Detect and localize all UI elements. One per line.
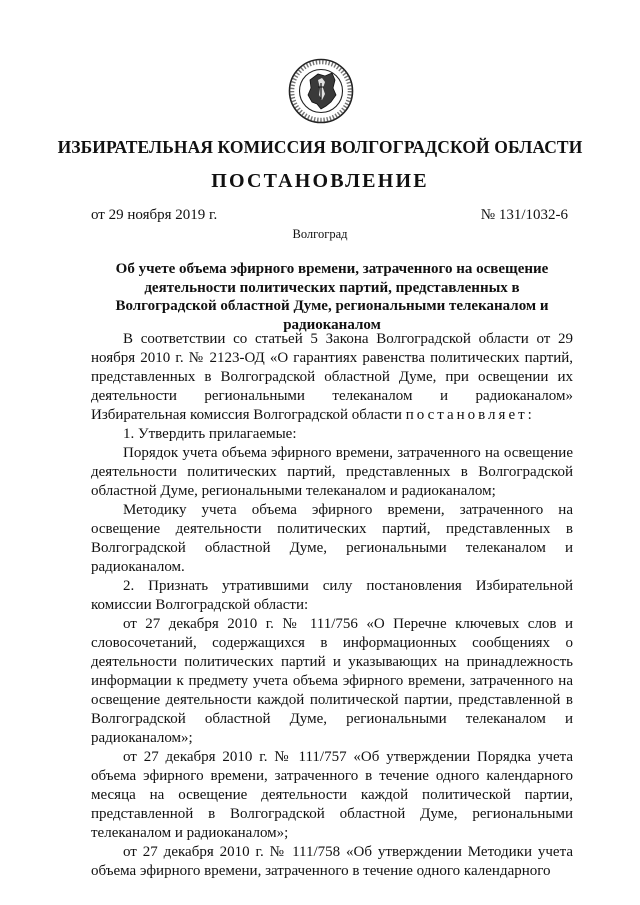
regional-emblem-seal-icon <box>288 58 354 124</box>
paragraph-1: 1. Утвердить прилагаемые: <box>123 426 297 442</box>
document-city: Волгоград <box>292 227 348 241</box>
paragraph-1b: Методику учета объема эфирного времени, затраченного на освещение деятельности политических партий, представленных в Волгоградской областной Думе, региональными телеканалом и радиоканалом. <box>91 502 573 575</box>
paragraph-2b: от 27 декабря 2010 г. № 111/757 «Об утверждении Порядка учета объема эфирного времени, затраченного в течение одного календарного месяца на освещение деятельности каждой политической партии, представленной в Волгоградской областной Думе, региональными телеканалом и радиоканалом»; <box>91 749 573 841</box>
intro-text: В соответствии со статьей 5 Закона Волгоградской области от 29 ноября 2010 г. № 2123-ОД «О гарантиях равенства политических партий, представленных в Волгоградской областной Думе, при освещении их деятельности региональными телеканалом и радиоканалом» Избирательная комиссия Волгоградской области <box>91 331 573 423</box>
document-title: Об учете объема эфирного времени, затраченного на освещение деятельности политических партий, представленных в Волгоградской областной Думе, региональными телеканалом и радиоканалом <box>115 261 549 333</box>
document-number: № 131/1032-6 <box>480 207 568 223</box>
paragraph-2a: от 27 декабря 2010 г. № 111/756 «О Перечне ключевых слов и словосочетаний, содержащихся в информационных сообщениях о деятельности политических партий и указывающих на принадлежность информации к предмету учета объема эфирного времени, затраченного на освещение деятельности каждой политической партии, представленной в Волгоградской областной Думе, региональными телеканалом и радиоканалом»; <box>91 616 573 746</box>
paragraph-2c: от 27 декабря 2010 г. № 111/758 «Об утверждении Методики учета объема эфирного времени, затраченного в течение одного календарного <box>91 844 573 879</box>
document-date: от 29 ноября 2019 г. <box>91 207 218 223</box>
paragraph-intro <box>91 330 573 425</box>
decree-word: постановляет: <box>405 407 535 423</box>
paragraph-2: 2. Признать утратившими силу постановления Избирательной комиссии Волгоградской области: <box>91 578 573 613</box>
organization-name: ИЗБИРАТЕЛЬНАЯ КОМИССИЯ ВОЛГОГРАДСКОЙ ОБЛАСТИ <box>57 137 583 157</box>
paragraph-1a: Порядок учета объема эфирного времени, затраченного на освещение деятельности политических партий, представленных в Волгоградской областной Думе, региональными телеканалом и радиоканалом; <box>91 445 573 499</box>
document-body <box>91 330 573 881</box>
document-type-heading: ПОСТАНОВЛЕНИЕ <box>211 170 429 192</box>
